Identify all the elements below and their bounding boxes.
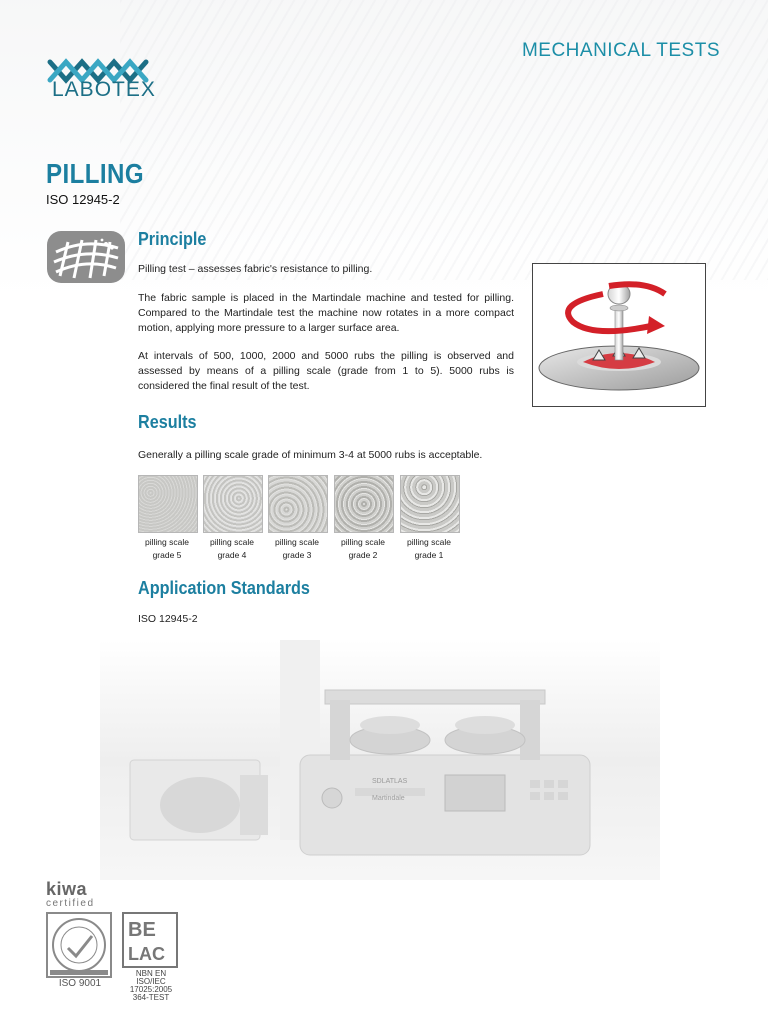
principle-heading: Principle <box>138 229 207 249</box>
page-standard: ISO 12945-2 <box>46 192 120 207</box>
pilling-grade-1-sample <box>400 475 460 533</box>
kiwa-certified-label: certified <box>46 898 95 909</box>
iso-9001-seal-icon <box>46 912 112 978</box>
kiwa-certification <box>46 879 112 989</box>
machine-model-label: Martindale <box>372 795 405 802</box>
application-standards-heading: Application Standards <box>138 578 310 598</box>
pilling-grade-2-sample <box>334 475 394 533</box>
application-standard-value: ISO 12945-2 <box>138 613 198 625</box>
principle-paragraph-3: At intervals of 500, 1000, 2000 and 5000 rubs the pilling is observed and assessed by means of a pilling scale (grade from 1 to 5). 5000 rubs is considered the final result of the test. <box>138 350 514 392</box>
pilling-grade-4-sample <box>203 475 263 533</box>
results-heading: Results <box>138 412 197 432</box>
principle-paragraph-2: The fabric sample is placed in the Martindale machine and tested for pilling. Compared to the Martindale test the machine now rotates in a more compact motion, applying more pressure to a larger surface area. <box>138 292 514 334</box>
section-title: MECHANICAL TESTS <box>521 40 720 61</box>
svg-text:BE: BE <box>128 919 156 941</box>
martindale-motion-diagram <box>532 263 706 407</box>
page-title: PILLING <box>46 158 144 189</box>
grade-4-label: pilling scale grade 4 <box>210 537 254 560</box>
pilling-grade-3-sample <box>268 475 328 533</box>
belac-logo-icon <box>122 912 178 968</box>
martindale-machine-photo <box>100 640 660 880</box>
results-text: Generally a pilling scale grade of minimum 3-4 at 5000 rubs is acceptable. <box>138 449 483 461</box>
kiwa-wordmark: kiwa <box>46 879 88 899</box>
rotation-illustration <box>533 264 705 406</box>
grade-3-label: pilling scale grade 3 <box>275 537 319 560</box>
svg-text:LAC: LAC <box>128 944 165 964</box>
machine-brand-label: SDLATLAS <box>372 778 408 785</box>
pilling-grade-5-sample <box>138 475 198 533</box>
fabric-weave-icon <box>46 230 126 284</box>
grade-2-label: pilling scale grade 2 <box>341 537 385 560</box>
kiwa-iso-label: ISO 9001 <box>58 978 102 989</box>
brand-name: LABOTEX <box>52 78 156 101</box>
grade-5-label: pilling scale grade 5 <box>145 537 189 560</box>
grade-1-label: pilling scale grade 1 <box>407 537 451 560</box>
belac-certification <box>122 912 178 1002</box>
principle-paragraph-1: Pilling test – assesses fabric's resistance to pilling. <box>138 263 373 275</box>
belac-standard-text: NBN EN ISO/IEC 17025:2005 364-TEST <box>129 969 173 1002</box>
